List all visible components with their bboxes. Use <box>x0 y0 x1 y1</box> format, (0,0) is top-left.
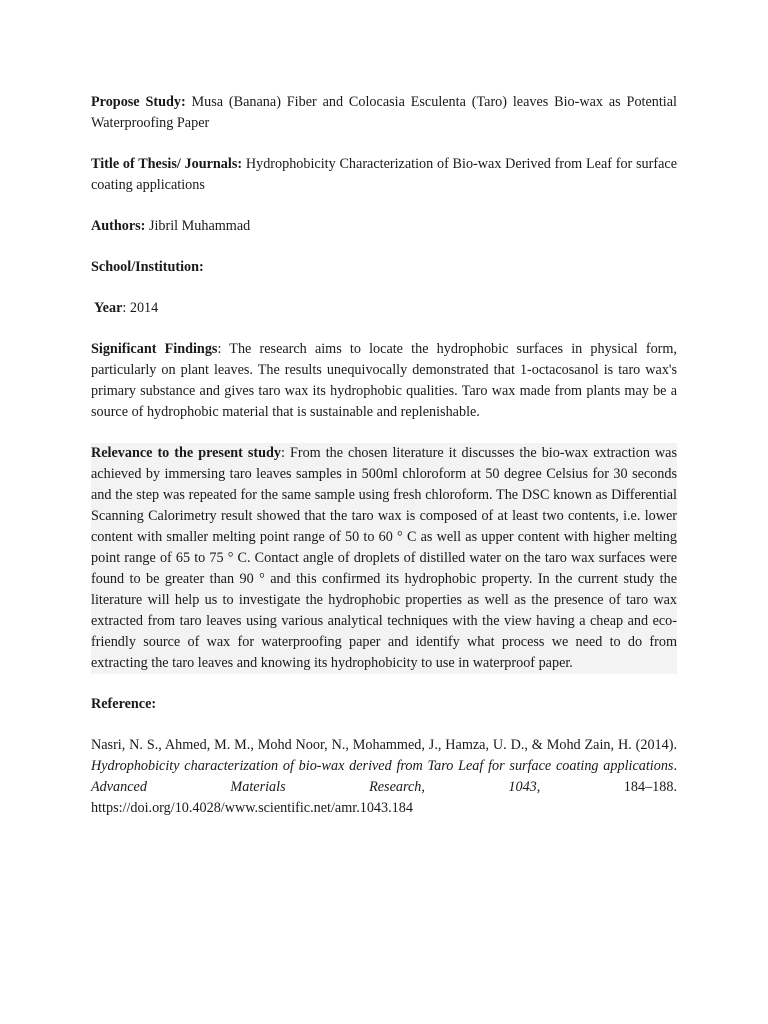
year-label: Year <box>94 300 123 316</box>
findings-label: Significant Findings <box>91 341 218 357</box>
reference-authors: Nasri, N. S., Ahmed, M. M., Mohd Noor, N., Mohammed, J., Hamza, U. D., & Mohd Zain, H. (2014). <box>91 737 677 753</box>
relevance-paragraph <box>91 443 677 674</box>
authors-paragraph <box>91 216 677 237</box>
year-text: : 2014 <box>122 300 159 316</box>
year-paragraph <box>91 298 677 319</box>
reference-entry <box>91 735 677 819</box>
propose-study-text: Musa (Banana) Fiber and Colocasia Esculenta (Taro) leaves Bio-wax as Potential Waterproofing Paper <box>91 94 677 131</box>
document-body <box>91 92 677 819</box>
relevance-text: : From the chosen literature it discusses the bio-wax extraction was achieved by immersing taro leaves samples in 500ml chloroform at 50 degree Celsius for 30 seconds and the step was repeated for the same sample using fresh chloroform. The DSC known as Differential Scanning Calorimetry result showed that the taro wax is composed of at least two contents, i.e. lower content with smaller melting point range of 50 to 60 ° C as well as upper content with higher melting point range of 65 to 75 ° C. Contact angle of droplets of distilled water on the taro wax surfaces were found to be greater than 90 ° and this confirmed its hydrophobic property. In the current study the literature will help us to investigate the hydrophobic properties as well as the presence of taro wax extracted from taro leaves using various analytical techniques with the view having a cheap and eco-friendly source of wax for waterproofing paper and identify what process we need to do from extracting the taro leaves and knowing its hydrophobicity to use in waterproof paper. <box>91 445 677 671</box>
findings-text: : The research aims to locate the hydrophobic surfaces in physical form, particularly on plant leaves. The results unequivocally demonstrated that 1-octacosanol is taro wax's primary substance and gives taro wax its hydrophobic qualities. Taro wax made from plants may be a source of hydrophobic material that is sustainable and replenishable. <box>91 341 677 420</box>
propose-study-label: Propose Study: <box>91 94 186 110</box>
propose-study-paragraph <box>91 92 677 134</box>
relevance-label: Relevance to the present study <box>91 445 281 461</box>
reference-doi[interactable]: https://doi.org/10.4028/www.scientific.net/amr.1043.184 <box>91 800 413 816</box>
reference-volume: 1043 <box>508 779 537 795</box>
authors-text: Jibril Muhammad <box>145 218 251 234</box>
reference-sep1: . <box>673 758 677 774</box>
thesis-title-paragraph <box>91 154 677 196</box>
reference-heading-paragraph <box>91 694 677 715</box>
reference-sep2: , <box>421 779 509 795</box>
school-label: School/Institution: <box>91 259 204 275</box>
reference-journal: Advanced Materials Research <box>91 779 422 795</box>
authors-label: Authors: <box>91 218 146 234</box>
reference-heading: Reference: <box>91 696 157 712</box>
reference-title: Hydrophobicity characterization of bio-wax derived from Taro Leaf for surface coating applications <box>91 758 674 774</box>
reference-pages: , 184–188. <box>536 779 678 795</box>
thesis-title-text: Hydrophobicity Characterization of Bio-wax Derived from Leaf for surface coating applications <box>91 156 677 193</box>
school-paragraph <box>91 257 677 278</box>
thesis-title-label: Title of Thesis/ Journals: <box>91 156 243 172</box>
findings-paragraph <box>91 339 677 423</box>
